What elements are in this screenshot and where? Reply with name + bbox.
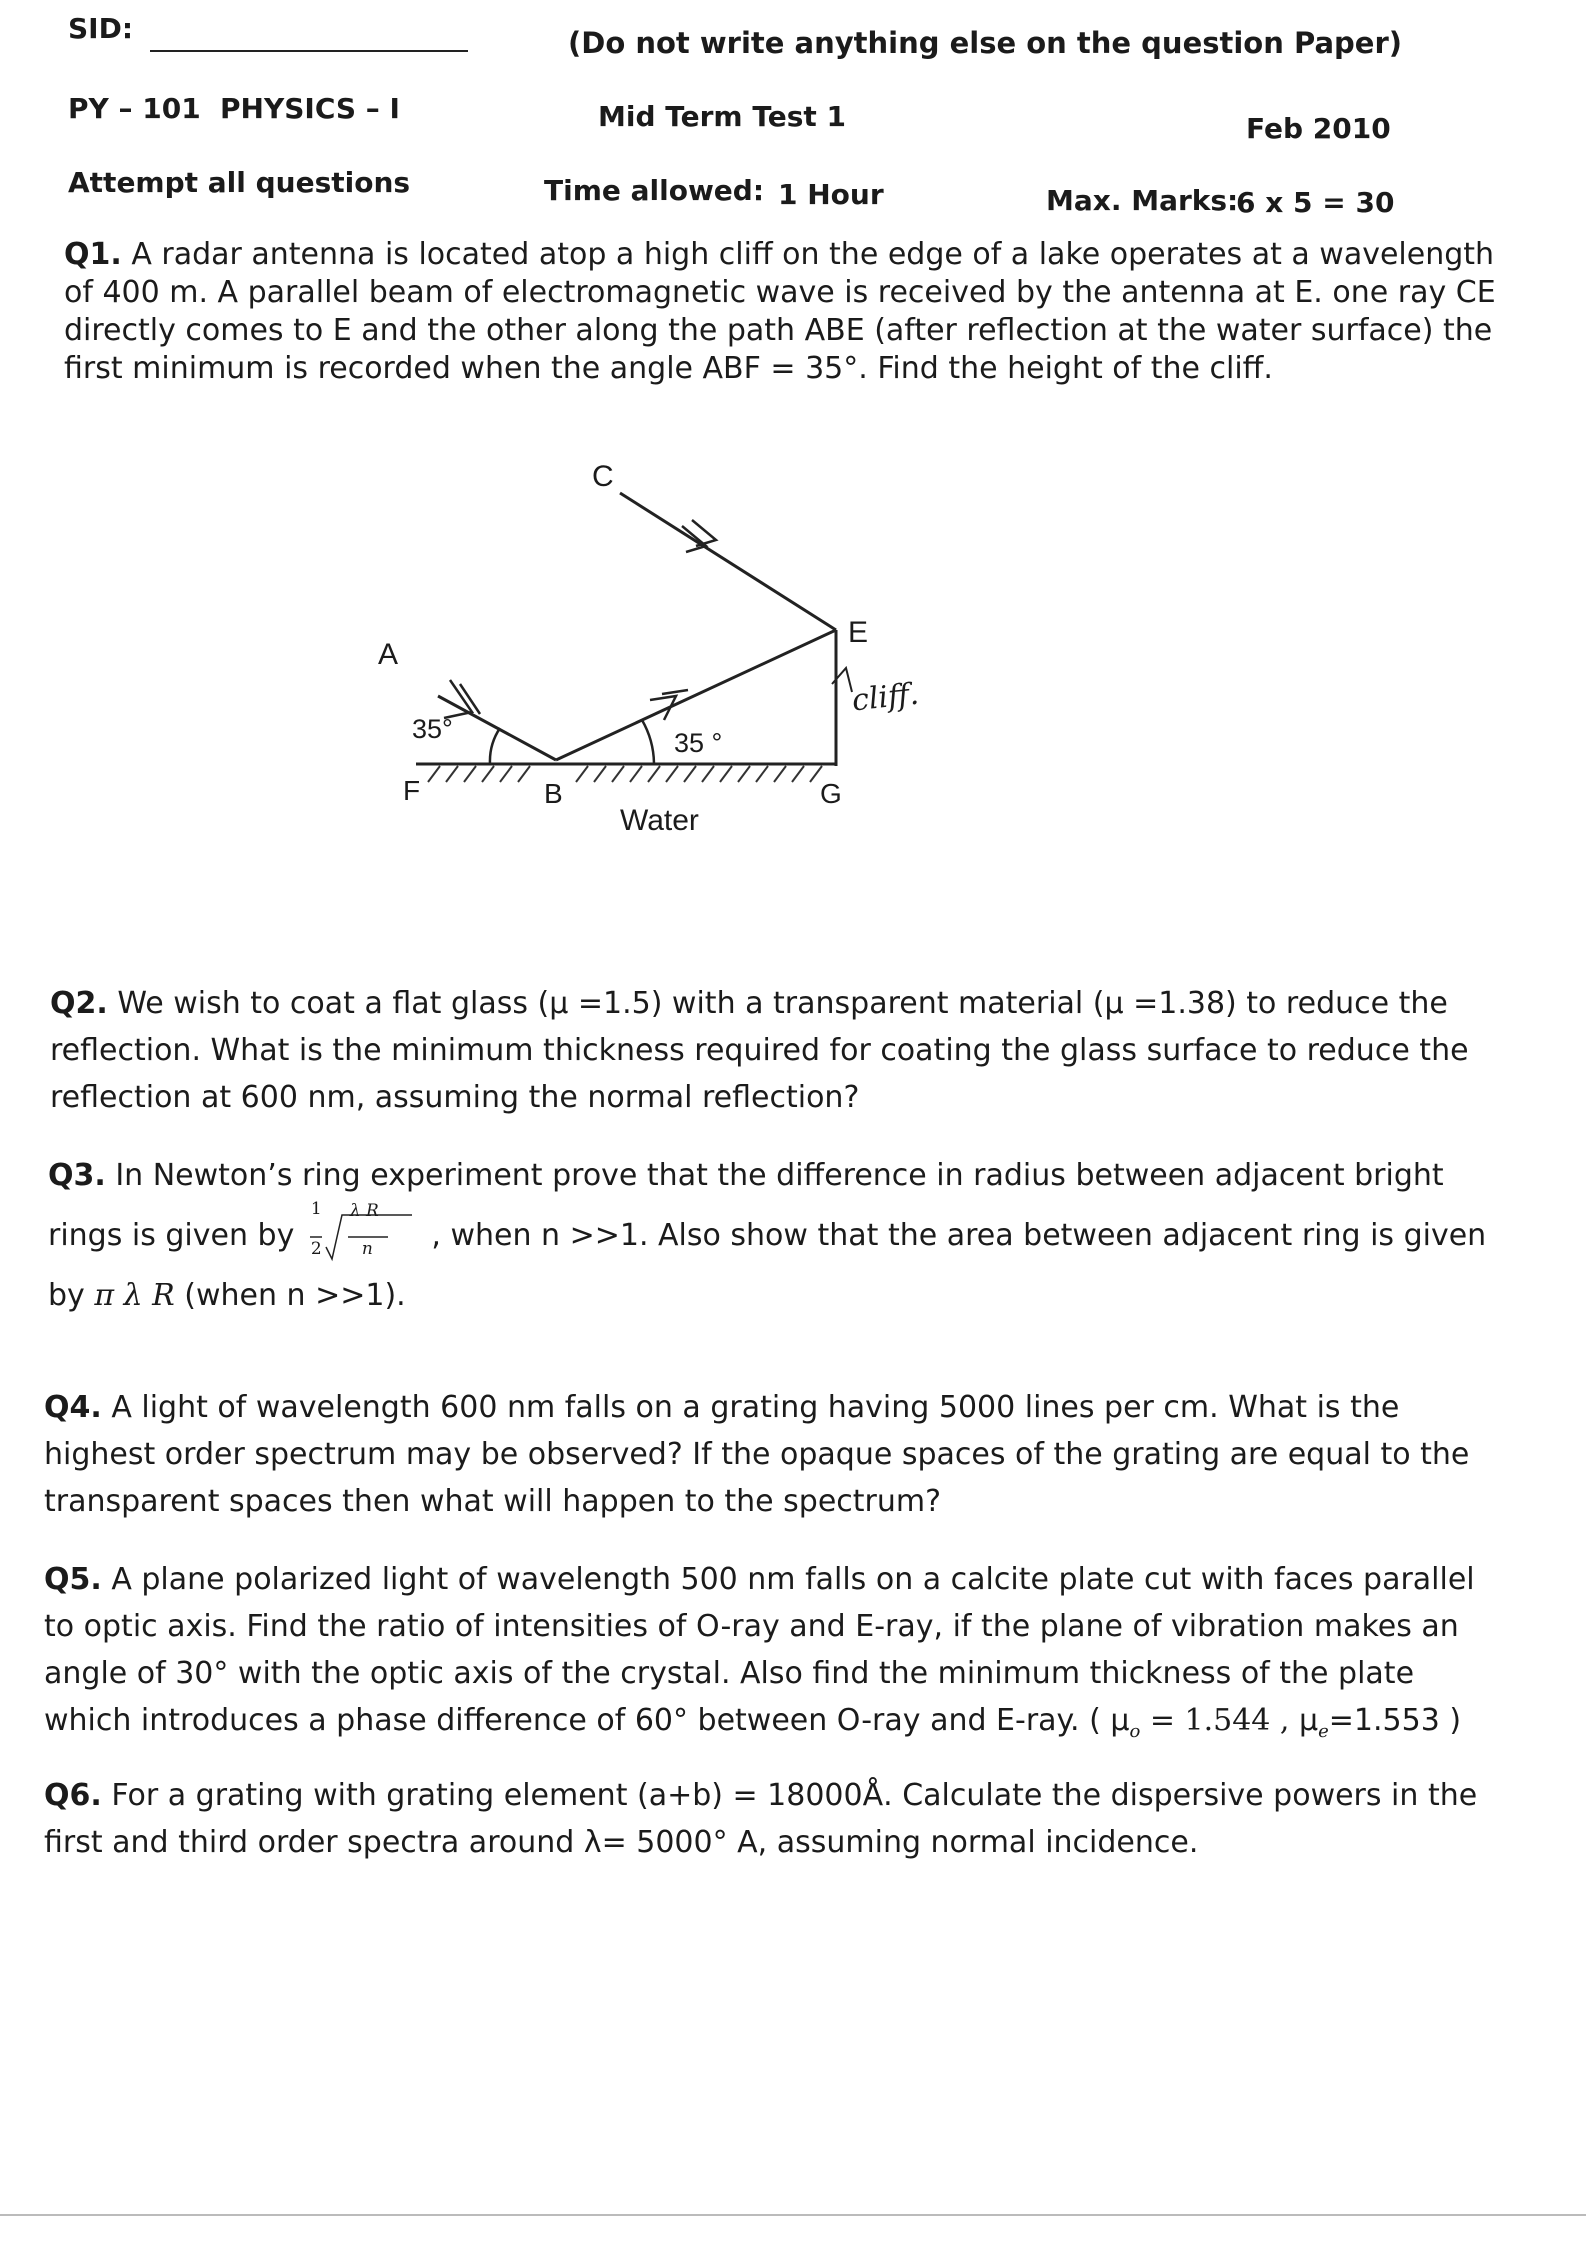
frac-numerator: 1	[310, 1198, 322, 1219]
label-e: E	[848, 616, 869, 649]
water-hatching	[428, 766, 822, 782]
angle-arc-right	[642, 720, 654, 764]
q6-number: Q6.	[44, 1778, 102, 1813]
question-6	[44, 1772, 1477, 1866]
label-b: B	[544, 778, 563, 809]
q1-line-3: directly comes to E and the other along the path ABE (after reflection at the water surface) the	[64, 313, 1493, 348]
time-label: Time allowed:	[544, 174, 765, 207]
q1-line-4: first minimum is recorded when the angle ABF = 35°. Find the height of the cliff.	[64, 351, 1273, 386]
label-f: F	[403, 775, 421, 806]
q5-line-1: A plane polarized light of wavelength 500 nm falls on a calcite plate cut with faces parallel	[111, 1562, 1475, 1597]
q5-number: Q5.	[44, 1562, 102, 1597]
q3-number: Q3.	[48, 1158, 106, 1193]
mu-o: $\mu_o$	[1110, 1703, 1141, 1742]
label-g: G	[820, 778, 842, 809]
q3-line-3-after: (when n >>1).	[184, 1278, 406, 1313]
question-3	[48, 1152, 1486, 1320]
exam-name: Mid Term Test 1	[598, 100, 847, 133]
q3-line-2-before: rings is given by	[48, 1218, 295, 1253]
mu-e-value: =1.553 )	[1328, 1703, 1462, 1738]
question-5	[44, 1556, 1475, 1755]
sqrt-denominator: n	[361, 1238, 373, 1259]
q1-number: Q1.	[64, 237, 122, 272]
mu-e: $\mu_e$	[1299, 1703, 1329, 1742]
course-name: PHYSICS – I	[220, 92, 400, 125]
q2-line-2: reflection. What is the minimum thickness required for coating the glass surface to reduce the	[50, 1033, 1469, 1068]
q4-line-1: A light of wavelength 600 nm falls on a grating having 5000 lines per cm. What is the	[111, 1390, 1400, 1425]
mu-o-value: = 1.544 ,	[1149, 1703, 1290, 1738]
q4-line-3: transparent spaces then what will happen to the spectrum?	[44, 1484, 942, 1519]
label-c: C	[592, 460, 614, 493]
ray-ce	[620, 493, 836, 630]
q2-line-1: We wish to coat a flat glass (μ =1.5) with a transparent material (μ =1.38) to reduce the	[117, 986, 1448, 1021]
page-bottom-rule	[0, 2214, 1586, 2216]
instruction: Attempt all questions	[68, 166, 411, 199]
q1-line-2: of 400 m. A parallel beam of electromagnetic wave is received by the antenna at E. one ray CE	[64, 275, 1496, 310]
sid-label: SID:	[68, 12, 134, 45]
marks-value: 6 x 5 = 30	[1236, 186, 1395, 219]
notice: (Do not write anything else on the question Paper)	[568, 26, 1403, 60]
q3-line-2-after: , when n >>1. Also show that the area between adjacent ring is given	[431, 1218, 1487, 1253]
q2-line-3: reflection at 600 nm, assuming the normal reflection?	[50, 1080, 860, 1115]
q5-line-4: which introduces a phase difference of 60° between O-ray and E-ray. (	[44, 1703, 1101, 1738]
q2-number: Q2.	[50, 986, 108, 1021]
question-2	[50, 980, 1469, 1121]
q3-line-3-before: by	[48, 1278, 85, 1313]
q4-number: Q4.	[44, 1390, 102, 1425]
water-label: Water	[620, 804, 699, 837]
q5-line-2: to optic axis. Find the ratio of intensities of O-ray and E-ray, if the plane of vibration makes an	[44, 1609, 1459, 1644]
cliff-label: cliff.	[850, 676, 921, 719]
sqrt-numerator: λ R	[349, 1200, 379, 1221]
q3-line-1: In Newton’s ring experiment prove that the difference in radius between adjacent bright	[115, 1158, 1444, 1193]
frac-denominator: 2	[310, 1238, 322, 1259]
question-4	[44, 1384, 1469, 1525]
angle-arc-left	[490, 728, 500, 764]
q6-line-1: For a grating with grating element (a+b) = 18000Å. Calculate the dispersive powers in the	[111, 1778, 1478, 1813]
course-code: PY – 101	[68, 92, 201, 125]
q1-line-1: A radar antenna is located atop a high cliff on the edge of a lake operates at a wavelength	[131, 237, 1495, 272]
ray-ab	[438, 696, 556, 760]
q5-line-3: angle of 30° with the optic axis of the crystal. Also find the minimum thickness of the plate	[44, 1656, 1415, 1691]
label-a: A	[378, 638, 399, 671]
arrow-heads	[444, 520, 716, 720]
angle-label-left: 35°	[412, 714, 453, 744]
marks-label: Max. Marks:	[1046, 184, 1239, 217]
time-value: 1 Hour	[778, 178, 884, 211]
q4-line-2: highest order spectrum may be observed? If the opaque spaces of the grating are equal to the	[44, 1437, 1470, 1472]
q6-line-2: first and third order spectra around λ= 5000° A, assuming normal incidence.	[44, 1825, 1199, 1860]
area-formula: π λ R	[94, 1278, 175, 1313]
angle-label-right: 35 °	[674, 728, 723, 758]
radius-difference-formula	[308, 1198, 418, 1263]
exam-date: Feb 2010	[1246, 112, 1391, 145]
